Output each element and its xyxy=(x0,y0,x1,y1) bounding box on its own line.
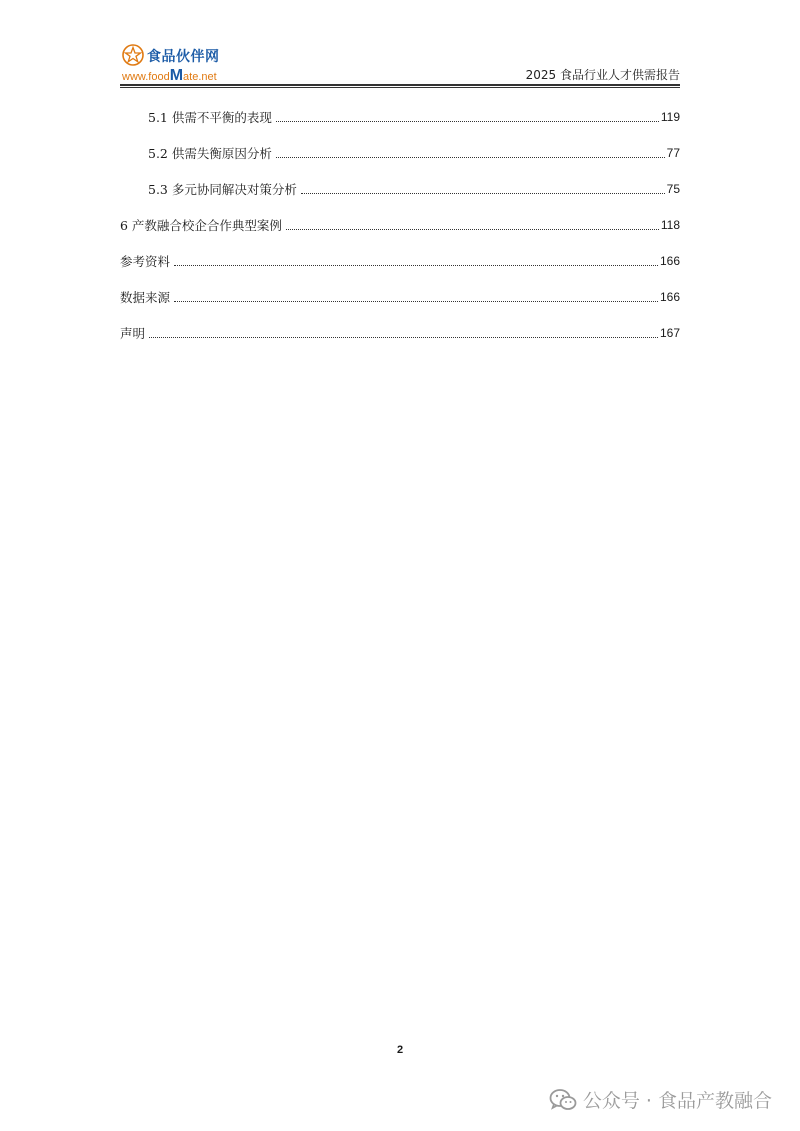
toc-dot-leader xyxy=(301,192,665,194)
toc-entry[interactable] xyxy=(120,315,680,351)
toc-entry[interactable] xyxy=(120,243,680,279)
header-rule xyxy=(120,84,680,86)
toc-entry-page: 119 xyxy=(660,110,680,124)
toc-dot-leader xyxy=(276,120,659,122)
page-header xyxy=(120,40,680,86)
page-number: 2 xyxy=(396,1044,404,1056)
toc-entry-label: 5.3 多元协同解决对策分析 xyxy=(148,182,297,197)
logo-url-suffix: ate.net xyxy=(183,71,217,83)
watermark-text: 公众号 · 食品产教融合 xyxy=(582,1090,772,1112)
foodmate-logo xyxy=(120,40,240,84)
toc-dot-leader xyxy=(149,336,658,338)
toc-entry[interactable] xyxy=(120,99,680,135)
toc-entry-page: 167 xyxy=(659,326,680,340)
logo-name: 食品伙伴网 xyxy=(147,49,220,65)
toc-entry-label: 6 产教融合校企合作典型案例 xyxy=(120,218,282,233)
toc-entry-label: 5.1 供需不平衡的表现 xyxy=(148,110,272,125)
toc-dot-leader xyxy=(174,264,658,266)
toc-dot-leader xyxy=(286,228,659,230)
toc-entry[interactable] xyxy=(120,135,680,171)
report-title: 2025 食品行业人才供需报告 xyxy=(525,68,680,82)
watermark xyxy=(549,1086,772,1113)
toc-entry-label: 数据来源 xyxy=(120,290,171,305)
logo-url-m: M xyxy=(169,67,184,84)
header-rule-thin xyxy=(120,87,680,88)
wechat-icon xyxy=(549,1088,577,1112)
toc-entry-label: 声明 xyxy=(120,326,146,341)
toc-entry[interactable] xyxy=(120,279,680,315)
toc-entry-page: 75 xyxy=(666,182,680,196)
toc-entry-page: 77 xyxy=(666,146,680,160)
logo-url-prefix: www.food xyxy=(122,71,170,83)
toc-entry-label: 5.2 供需失衡原因分析 xyxy=(148,146,272,161)
toc-entry[interactable] xyxy=(120,171,680,207)
toc-entry-label: 参考资料 xyxy=(120,254,171,269)
toc-entry-page: 166 xyxy=(659,254,680,268)
table-of-contents xyxy=(120,99,680,351)
logo-url xyxy=(122,67,217,85)
toc-entry[interactable] xyxy=(120,207,680,243)
toc-entry-page: 166 xyxy=(659,290,680,304)
toc-entry-page: 118 xyxy=(660,218,680,232)
toc-dot-leader xyxy=(276,156,665,158)
star-badge-icon xyxy=(122,44,144,66)
toc-dot-leader xyxy=(174,300,658,302)
